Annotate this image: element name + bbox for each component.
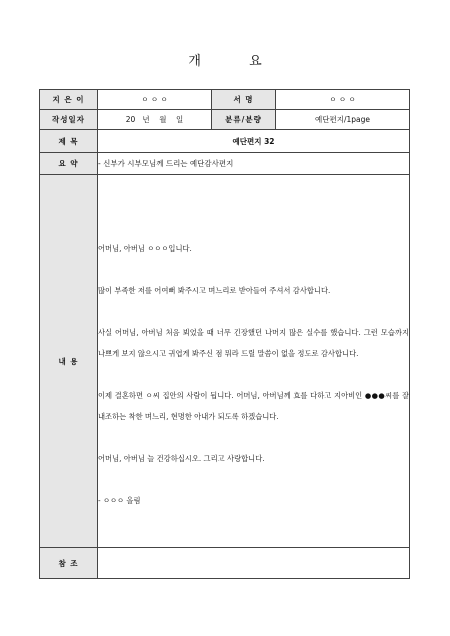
letter-paragraph: 사실 어머님, 아버님 처음 뵈었을 때 너무 긴장했던 나머지 많은 실수를 했습니다. 그런 모습까지 나쁘게 보지 않으시고 귀엽게 봐주신 점 뭐라 드릴 말씀이 없을 정도로 감사합니다. [98, 327, 409, 358]
category-value: 예단편지/1page [276, 110, 410, 130]
letter-paragraph: 이제 결혼하면 ㅇ씨 집안의 사람이 됩니다. 어머님, 아버님께 효를 다하고 지아비인 ●●●씨를 잘 내조하는 착한 며느리, 현명한 아내가 되도록 하겠습니다. [98, 390, 409, 421]
reference-label: 참 조 [40, 548, 98, 579]
date-label: 작성일자 [40, 110, 98, 130]
signature-value: ㅇ ㅇ ㅇ [276, 90, 410, 110]
author-value: ㅇ ㅇ ㅇ [98, 90, 212, 110]
letter-greeting: 어머님, 아버님 ㅇㅇㅇ입니다. [98, 243, 192, 253]
subject-value: 예단편지 32 [98, 130, 410, 153]
reference-value [98, 548, 410, 579]
subject-label: 제 목 [40, 130, 98, 153]
summary-label: 요 약 [40, 153, 98, 175]
letter-body [98, 175, 410, 548]
summary-value: - 신부가 시부모님께 드리는 예단감사편지 [98, 153, 410, 175]
page-title: 개 요 [188, 54, 284, 69]
letter-paragraph: 많이 부족한 저를 어여뻐 봐주시고 며느리로 받아들여 주셔서 감사합니다. [98, 285, 331, 295]
date-value: 20 년 월 일 [98, 110, 212, 130]
letter-closing: 어머님, 아버님 늘 건강하십시오. 그리고 사랑합니다. [98, 453, 265, 463]
category-label: 분류/분량 [212, 110, 276, 130]
content-label: 내 용 [40, 175, 98, 548]
letter-signoff: - ㅇㅇㅇ 올림 [98, 495, 141, 505]
signature-label: 서 명 [212, 90, 276, 110]
author-label: 지 은 이 [40, 90, 98, 110]
summary-form [39, 89, 410, 579]
